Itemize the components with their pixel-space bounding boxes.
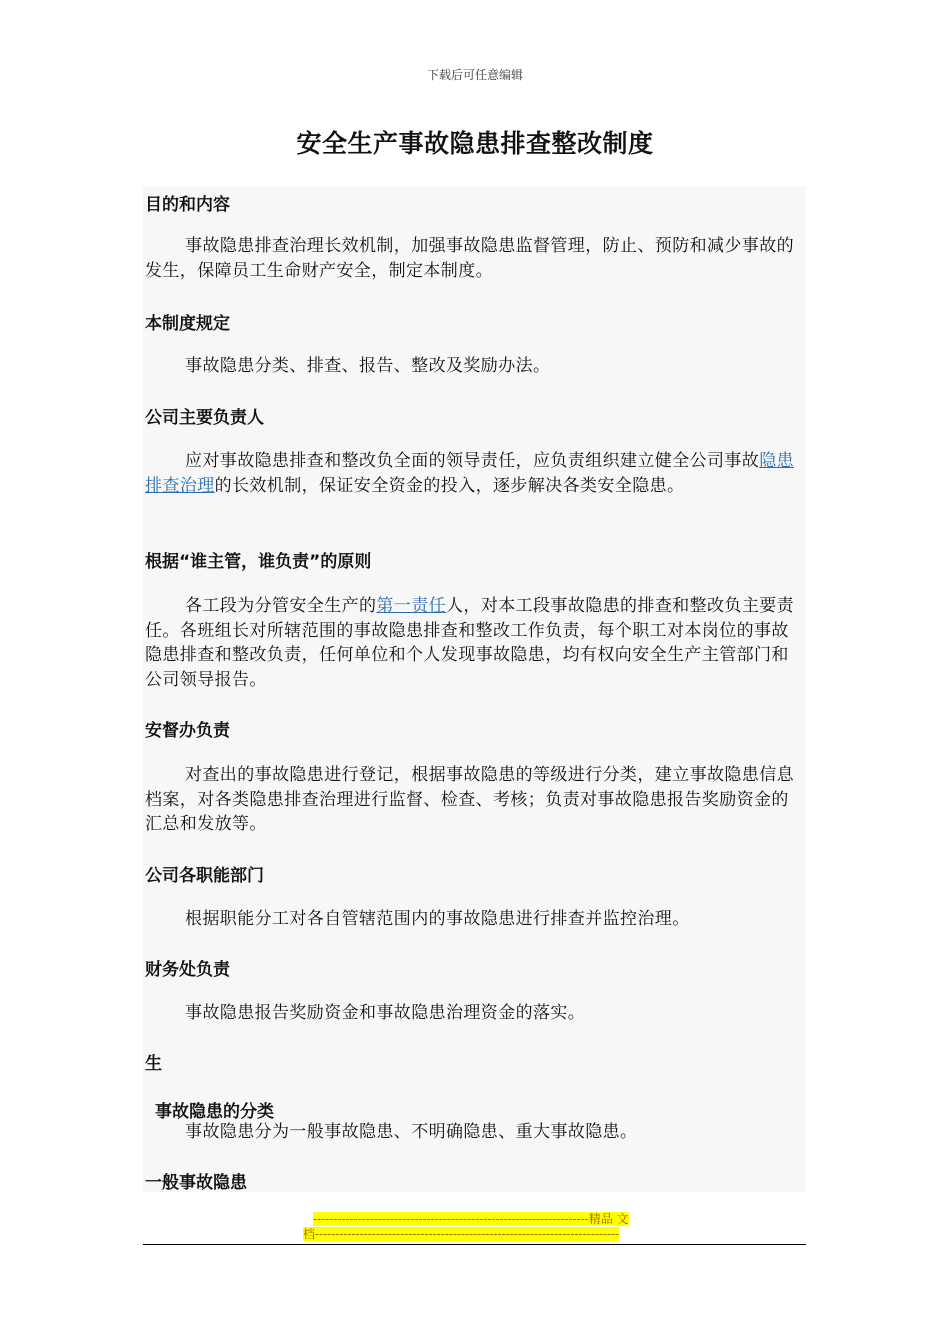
paragraph-departments: 根据职能分工对各自管辖范围内的事故隐患进行排查并监控治理。: [185, 909, 690, 929]
section-heading-principle: 根据“谁主管，谁负责”的原则: [145, 552, 372, 572]
header-note: 下载后可任意编辑: [426, 68, 523, 82]
section-heading-finance: 财务处负责: [145, 960, 230, 980]
first-responsibility-link[interactable]: 第一责任: [376, 596, 447, 616]
text-segment: 各工段为分管安全生产的: [185, 596, 377, 616]
footer-divider: [143, 1244, 806, 1245]
paragraph-finance: 事故隐患报告奖励资金和事故隐患治理资金的落实。: [185, 1003, 586, 1023]
section-heading-regulation: 本制度规定: [145, 314, 230, 334]
document-body: [143, 186, 806, 1192]
paragraph-regulation: 事故隐患分类、排查、报告、整改及奖励办法。: [185, 356, 551, 376]
document-title: 安全生产事故隐患排查整改制度: [296, 129, 654, 158]
footer-watermark: [303, 1212, 648, 1242]
paragraph-safety-office: 对查出的事故隐患进行登记，根据事故隐患的等级进行分类，建立事故隐患信息档案，对各类隐患排查治理进行监督、检查、考核；负责对事故隐患报告奖励资金的汇总和发放等。: [145, 765, 794, 834]
section-heading-general-hazard: 一般事故隐患: [145, 1173, 247, 1193]
footer-line-2: 档---------------------------------------------------------------------------: [303, 1227, 620, 1241]
text-segment: 应对事故隐患排查和整改负全面的领导责任，应负责组织建立健全公司事故: [185, 451, 760, 471]
section-heading-hazard-classification: 事故隐患的分类: [155, 1102, 274, 1122]
text-segment: 人，对本工段事故隐患的排查和整改负主要责任。各班组长对所辖范围的事故隐患排查和整改工作负责，每个职工对本岗位的事故隐患排查和整改负责，任何单位和个人发现事故隐患，均有权向安全生产主管部门和公司领导报告。: [145, 596, 795, 690]
footer-line-1: --------------------------------------------------------------------精品 文: [313, 1212, 629, 1226]
paragraph-hazard-classification: 事故隐患分为一般事故隐患、不明确隐患、重大事故隐患。: [185, 1122, 638, 1142]
paragraph-purpose: 事故隐患排查治理长效机制，加强事故隐患监督管理，防止、预防和减少事故的发生，保障员工生命财产安全，制定本制度。: [145, 236, 794, 281]
hazard-investigation-link[interactable]: 隐患排查治理: [145, 451, 795, 496]
section-heading-purpose: 目的和内容: [145, 195, 230, 215]
section-heading-departments: 公司各职能部门: [145, 866, 264, 886]
section-heading-safety-office: 安督办负责: [145, 721, 230, 741]
paragraph-principle: [145, 594, 800, 692]
paragraph-main-responsible: [145, 449, 800, 498]
section-heading-sheng: 生: [145, 1054, 162, 1074]
text-segment: 的长效机制，保证安全资金的投入，逐步解决各类安全隐患。: [214, 475, 685, 496]
section-heading-main-responsible: 公司主要负责人: [145, 408, 264, 428]
